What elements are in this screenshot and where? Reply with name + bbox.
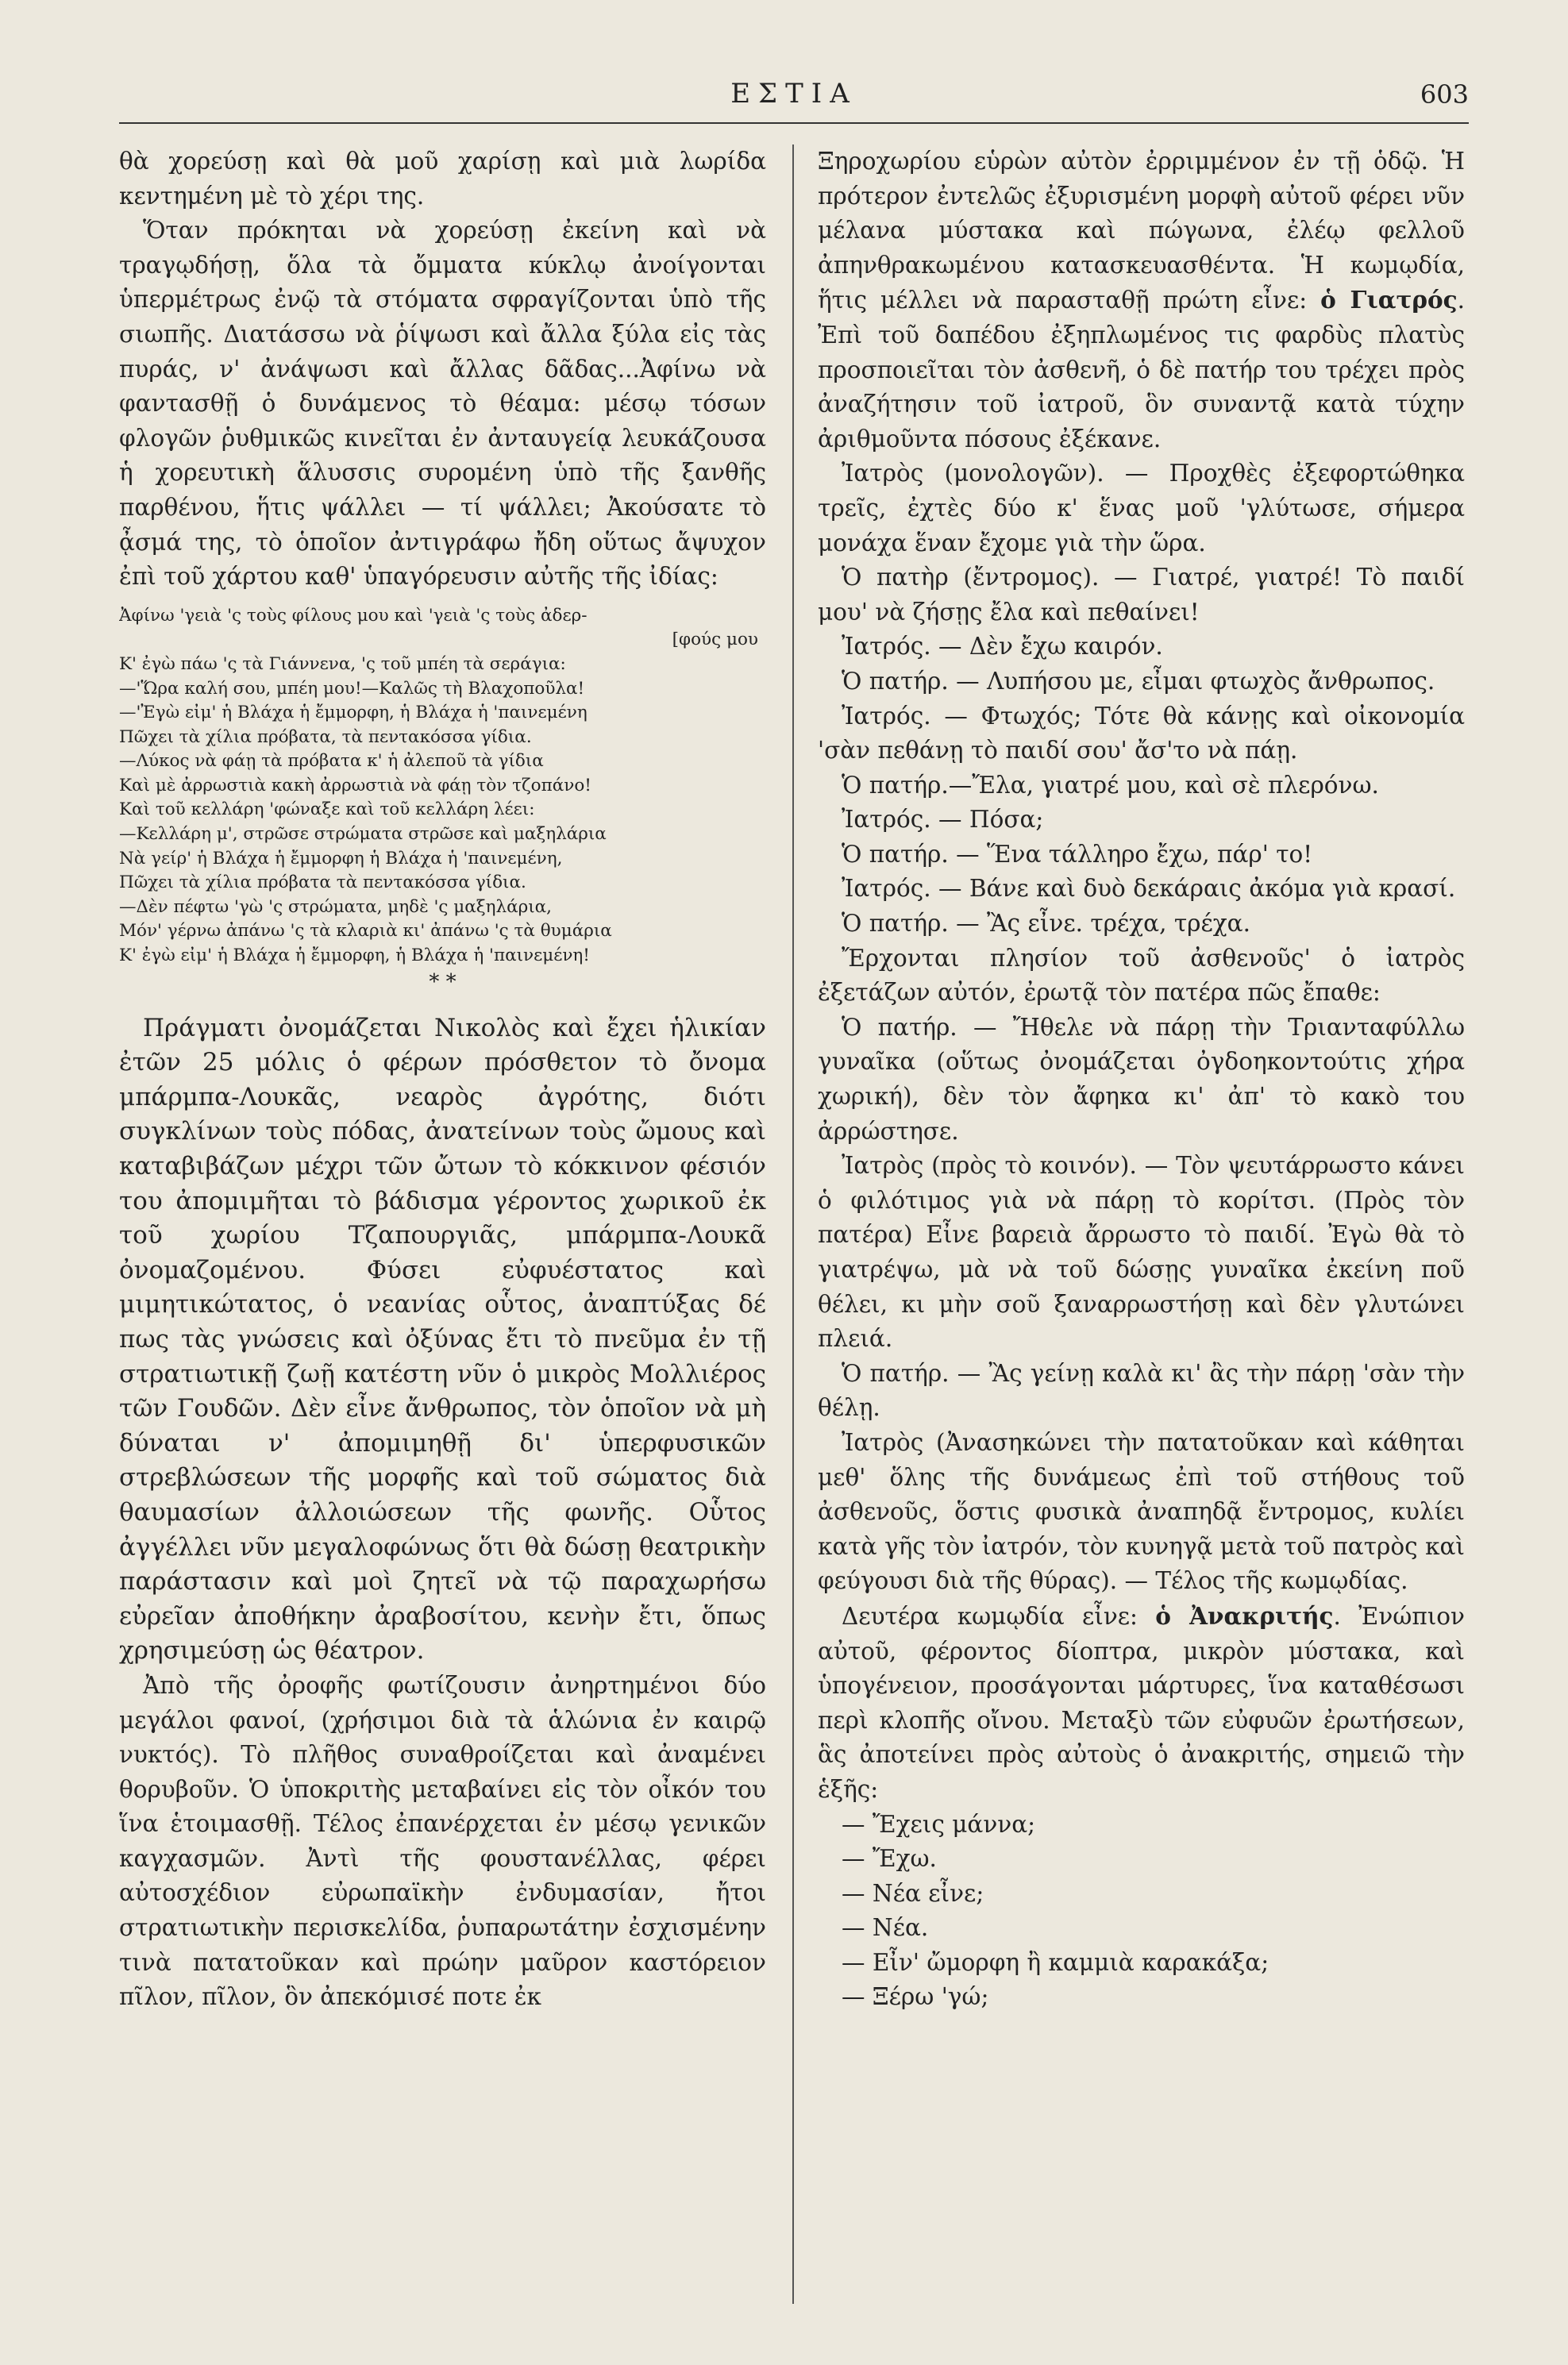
newspaper-page [119,56,1469,2326]
verse-line: Κ' ἐγὼ εἰμ' ἡ Βλάχα ἡ ἔμμορφη, ἡ Βλάχα ἡ 'παινεμένη! [119,946,590,966]
verse-line: Ἀφίνω 'γειὰ 'ς τοὺς φίλους μου καὶ 'γειὰ 'ς τοὺς ἀδερ- [119,605,588,626]
verse-line: Μόν' γέρνω ἀπάνω 'ς τὰ κλαριὰ κι' ἀπάνω 'ς τὰ θυμάρια [119,921,612,942]
paragraph: Πράγματι ὀνομάζεται Νικολὸς καὶ ἔχει ἡλικίαν ἐτῶν 25 μόλις ὁ φέρων πρόσθετον τὸ ὄνομα μπάρμπα-Λουκᾶς, νεαρὸς ἀγρότης, διότι συγκλίνων τοὺς πόδας, ἀνατείνων τοὺς ὤμους καὶ καταβιβάζων μέχρι τῶν ὤτων τὸ κόκκινον φέσιόν του ἀπομιμῆται τὸ βάδισμα γέροντος χωρικοῦ ἐκ τοῦ χωρίου Τζαπουργιᾶς, μπάρμπα-Λουκᾶ ὀνομαζομένου. Φύσει εὐφυέστατος καὶ μιμητικώτατος, ὁ νεανίας οὗτος, ἀναπτύξας δέ πως τὰς γνώσεις καὶ ὀξύνας ἔτι τὸ πνεῦμα ἐν τῇ στρατιωτικῇ ζωῇ κατέστη νῦν ὁ μικρὸς Μολλιέρος τῶν Γουδῶν. Δὲν εἶνε ἄνθρωπος, τὸν ὁποῖον νὰ μὴ δύναται ν' ἀπομιμηθῇ δι' ὑπερφυσικῶν στρεβλώσεων τῆς μορφῆς καὶ τοῦ σώματος διὰ θαυμασίων ἀλλοιώσεων τῆς φωνῆς. Οὗτος ἀγγέλλει νῦν μεγαλοφώνως ὅτι θὰ δώσῃ θεατρικὴν παράστασιν καὶ μοὶ ζητεῖ νὰ τῷ παραχωρήσω εὐρεῖαν ἀποθήκην ἀραβοσίτου, κενὴν ἔτι, ὅπως χρησιμεύσῃ ὡς θέατρον. [119,1013,766,1666]
dialogue-line: Ὁ πατήρ. — Ἂς εἶνε. τρέχα, τρέχα. [842,910,1250,938]
dialogue-line: — Ἔχω. [842,1845,937,1873]
song-verse [119,604,766,969]
play-title: ὁ Γιατρός [1320,286,1458,314]
text: . Ἐπὶ τοῦ δαπέδου ἐξηπλωμένος τις φαρδὺς πλατὺς προσποιεῖται τὸν ἀσθενῆ, ὁ δὲ πατήρ του τρέχει πρὸς ἀναζήτησιν τοῦ ἰατροῦ, ὃν συναντᾷ κατὰ τύχην ἀριθμοῦντα πόσους ἐξέκανε. [818,287,1465,453]
dialogue-line: — Ξέρω 'γώ; [842,1983,989,2011]
dialogue-line: — Εἶν' ὤμορφη ἢ καμμιὰ καρακάξα; [842,1948,1269,1976]
dialogue-line: Ὁ πατήρ. — Ἂς γείνῃ καλὰ κι' ἂς τὴν πάρῃ 'σὰν τὴν θέλῃ. [818,1359,1465,1422]
verse-line: Πῶχει τὰ χίλια πρόβατα τὰ πεντακόσσα γίδια. [119,872,526,893]
verse-line: [φούς μου [672,630,758,650]
paragraph [818,144,1465,456]
verse-line: —'Ὥρα καλή σου, μπέη μου!—Καλῶς τὴ Βλαχοποῦλα! [119,678,585,699]
verse-line: —Κελλάρη μ', στρῶσε στρώματα στρῶσε καὶ μαξηλάρια [119,824,607,845]
paragraph: Ὅταν πρόκηται νὰ χορεύσῃ ἐκείνη καὶ νὰ τραγῳδήσῃ, ὅλα τὰ ὄμματα κύκλῳ ἀνοίγονται ὑπερμέτρως ἐνῷ τὰ στόματα σφραγίζονται ὑπὸ τῆς σιωπῆς. Διατάσσω νὰ ῥίψωσι καὶ ἄλλα ξύλα εἰς τὰς πυράς, ν' ἀνάψωσι καὶ ἄλλας δᾶδας...Ἀφίνω νὰ φαντασθῇ ὁ δυνάμενος τὸ θέαμα: μέσῳ τόσων φλογῶν ῥυθμικῶς κινεῖται ἐν ἀνταυγείᾳ λευκάζουσα ἡ χορευτικὴ ἅλυσσις συρομένη ὑπὸ τῆς ξανθῆς παρθένου, ἥτις ψάλλει — τί ψάλλει; Ἀκούσατε τὸ ᾆσμά της, τὸ ὁποῖον ἀντιγράφω ἤδη οὕτως ἄψυχον ἐπὶ τοῦ χάρτου καθ' ὑπαγόρευσιν αὐτῆς τῆς ἰδίας: [119,217,766,591]
header-rule [119,122,1469,124]
dialogue-line: Ὁ πατήρ. — Ἕνα τάλληρο ἔχω, πάρ' το! [842,840,1313,868]
play-title: ὁ Ἀνακριτής [1155,1601,1334,1630]
dialogue-line: — Ἔχεις μάννα; [842,1810,1036,1838]
section-separator: * * [429,969,457,994]
verse-line: Καὶ τοῦ κελλάρη 'φώναξε καὶ τοῦ κελλάρη λέει: [119,799,535,820]
right-column [818,144,1465,2312]
dialogue-line: — Νέα εἶνε; [842,1879,984,1907]
page-header [119,71,1469,119]
journal-title: ΕΣΤΙΑ [730,78,857,110]
dialogue-line: Ἰατρός. — Βάνε καὶ δυὸ δεκάραις ἀκόμα γιὰ κρασί. [842,875,1456,903]
dialogue-line: Ἰατρὸς (πρὸς τὸ κοινόν). — Τὸν ψευτάρρωστο κάνει ὁ φιλότιμος γιὰ νὰ πάρῃ τὸ κορίτσι. (Πρὸς τὸν πατέρα) Εἶνε βαρειὰ ἄρρωστο τὸ παιδί. Ἐγὼ θὰ τὸ γιατρέψω, μὰ νὰ τοῦ δώσῃς γυναῖκα ἐκείνη ποῦ θέλει, κι μὴν σοῦ ξαναρρωστήσῃ καὶ δὲν γλυτώνει πλειά. [818,1152,1465,1353]
verse-line: —'Ἐγὼ εἰμ' ἡ Βλάχα ἡ ἔμμορφη, ἡ Βλάχα ἡ 'παινεμένη [119,703,588,723]
dialogue-line: Ὁ πατήρ.—Ἔλα, γιατρέ μου, καὶ σὲ πλερόνω. [842,771,1379,799]
verse-line: Κ' ἐγὼ πάω 'ς τὰ Γιάννενα, 'ς τοῦ μπέη τὰ σεράγια: [119,653,566,674]
verse-line: Νὰ γείρ' ἡ Βλάχα ἡ ἔμμορφη ἡ Βλάχα ἡ 'παινεμένη, [119,848,563,869]
dialogue-line: Ἰατρός. — Δὲν ἔχω καιρόν. [842,633,1163,661]
text: Ξηροχωρίου εὑρὼν αὐτὸν ἐρριμμένον ἐν τῇ ὁδῷ. Ἡ πρότερον ἐντελῶς ἐξυρισμένη μορφὴ αὐτοῦ φέρει νῦν μέλανα μύστακα καὶ πώγωνα, ἐλέῳ φελλοῦ ἀπηνθρακωμένου κατασκευασθέντα. Ἡ κωμῳδία, ἥτις μέλλει νὰ παρασταθῇ πρώτη εἶνε: [818,148,1465,314]
verse-line: —Λύκος νὰ φάῃ τὰ πρόβατα κ' ἡ ἀλεποῦ τὰ γίδια [119,751,544,772]
dialogue-line: Ἰατρός. — Φτωχός; Τότε θὰ κάνῃς καὶ οἰκονομία 'σὰν πεθάνῃ τὸ παιδί σου' ἄσ'το νὰ πάῃ. [818,702,1465,765]
text: Δευτέρα κωμῳδία εἶνε: [842,1602,1138,1630]
dialogue-line: Ὁ πατήρ. — Λυπήσου με, εἶμαι φτωχὸς ἄνθρωπος. [842,667,1435,695]
verse-line: Καὶ μὲ ἀρρωστιὰ κακὴ ἀρρωστιὰ νὰ φάῃ τὸν τζοπάνο! [119,775,591,795]
text: . Ἐνώπιον αὐτοῦ, φέροντος δίοπτρα, μικρὸν μύστακα, καὶ ὑπογένειον, προσάγονται μάρτυρες, ἵνα καταθέσωσι περὶ κλοπῆς οἴνου. Μεταξὺ τῶν εὐφυῶν ἐρωτήσεων, ἃς ἀποτείνει πρὸς αὐτοὺς ὁ ἀνακριτής, σημειῶ τὴν ἑξῆς: [818,1602,1465,1803]
dialogue-line: Ἰατρὸς (μονολογῶν). — Προχθὲς ἐξεφορτώθηκα τρεῖς, ἐχτὲς δύο κ' ἕνας μοῦ 'γλύτωσε, σήμερα μονάχα ἕναν ἔχομε γιὰ τὴν ὥρα. [818,460,1465,557]
dialogue-line: Ὁ πατήρ. — Ἤθελε νὰ πάρῃ τὴν Τριανταφύλλω γυναῖκα (οὕτως ὀνομάζεται ὀγδοηκοντούτις χήρα χωρική), δὲν τὸν ἄφηκα κι' ἀπ' τὸ κακὸ του ἀρρώστησε. [818,1013,1465,1145]
verse-line: Πῶχει τὰ χίλια πρόβατα, τὰ πεντακόσσα γίδια. [119,726,532,747]
paragraph [818,1599,1465,1808]
paragraph: Ἀπὸ τῆς ὀροφῆς φωτίζουσιν ἀνηρτημένοι δύο μεγάλοι φανοί, (χρήσιμοι διὰ τὰ ἁλώνια ἐν καιρῷ νυκτός). Τὸ πλῆθος συναθροίζεται καὶ ἀναμένει θορυβοῦν. Ὁ ὑποκριτὴς μεταβαίνει εἰς τὸν οἶκόν του ἵνα ἑτοιμασθῇ. Τέλος ἐπανέρχεται ἐν μέσῳ γενικῶν καγχασμῶν. Ἀντὶ τῆς φουστανέλλας, φέρει αὐτοσχέδιον εὐρωπαϊκὴν ἐνδυμασίαν, ἤτοι στρατιωτικὴν περισκελίδα, ῥυπαρωτάτην ἐσχισμένην τινὰ πατατοῦκαν καὶ πρώην μαῦρον καστόρειον πῖλον, πῖλον, ὃν ἀπεκόμισέ ποτε ἐκ [119,1671,766,2011]
verse-line: —Δὲν πέφτω 'γὼ 'ς στρώματα, μηδὲ 'ς μαξηλάρια, [119,896,553,917]
dialogue-line: — Νέα. [842,1914,929,1942]
paragraph: Ἔρχονται πλησίον τοῦ ἀσθενοῦς' ὁ ἰατρὸς ἐξετάζων αὐτόν, ἐρωτᾷ τὸν πατέρα πῶς ἔπαθε: [818,944,1465,1007]
page-number: 603 [1420,79,1469,110]
column-divider [792,144,794,2304]
dialogue-line: Ἰατρὸς (Ἀνασηκώνει τὴν πατατοῦκαν καὶ κάθηται μεθ' ὅλης τῆς δυνάμεως ἐπὶ τοῦ στήθους τοῦ ἀσθενοῦς, ὅστις φυσικὰ ἀναπηδᾷ ἔντρομος, κυλίει κατὰ γῆς τὸν ἰατρόν, τὸν κυνηγᾷ μετὰ τοῦ πατρὸς καὶ φεύγουσι διὰ τῆς θύρας). — Τέλος τῆς κωμῳδίας. [818,1428,1465,1595]
dialogue-line: Ὁ πατὴρ (ἔντρομος). — Γιατρέ, γιατρέ! Τὸ παιδί μου' νὰ ζήσῃς ἔλα καὶ πεθαίνει! [818,564,1465,626]
paragraph: θὰ χορεύσῃ καὶ θὰ μοῦ χαρίσῃ καὶ μιὰ λωρίδα κεντημένη μὲ τὸ χέρι της. [119,148,766,210]
left-column [119,144,766,2312]
dialogue-line: Ἰατρός. — Πόσα; [842,806,1044,834]
